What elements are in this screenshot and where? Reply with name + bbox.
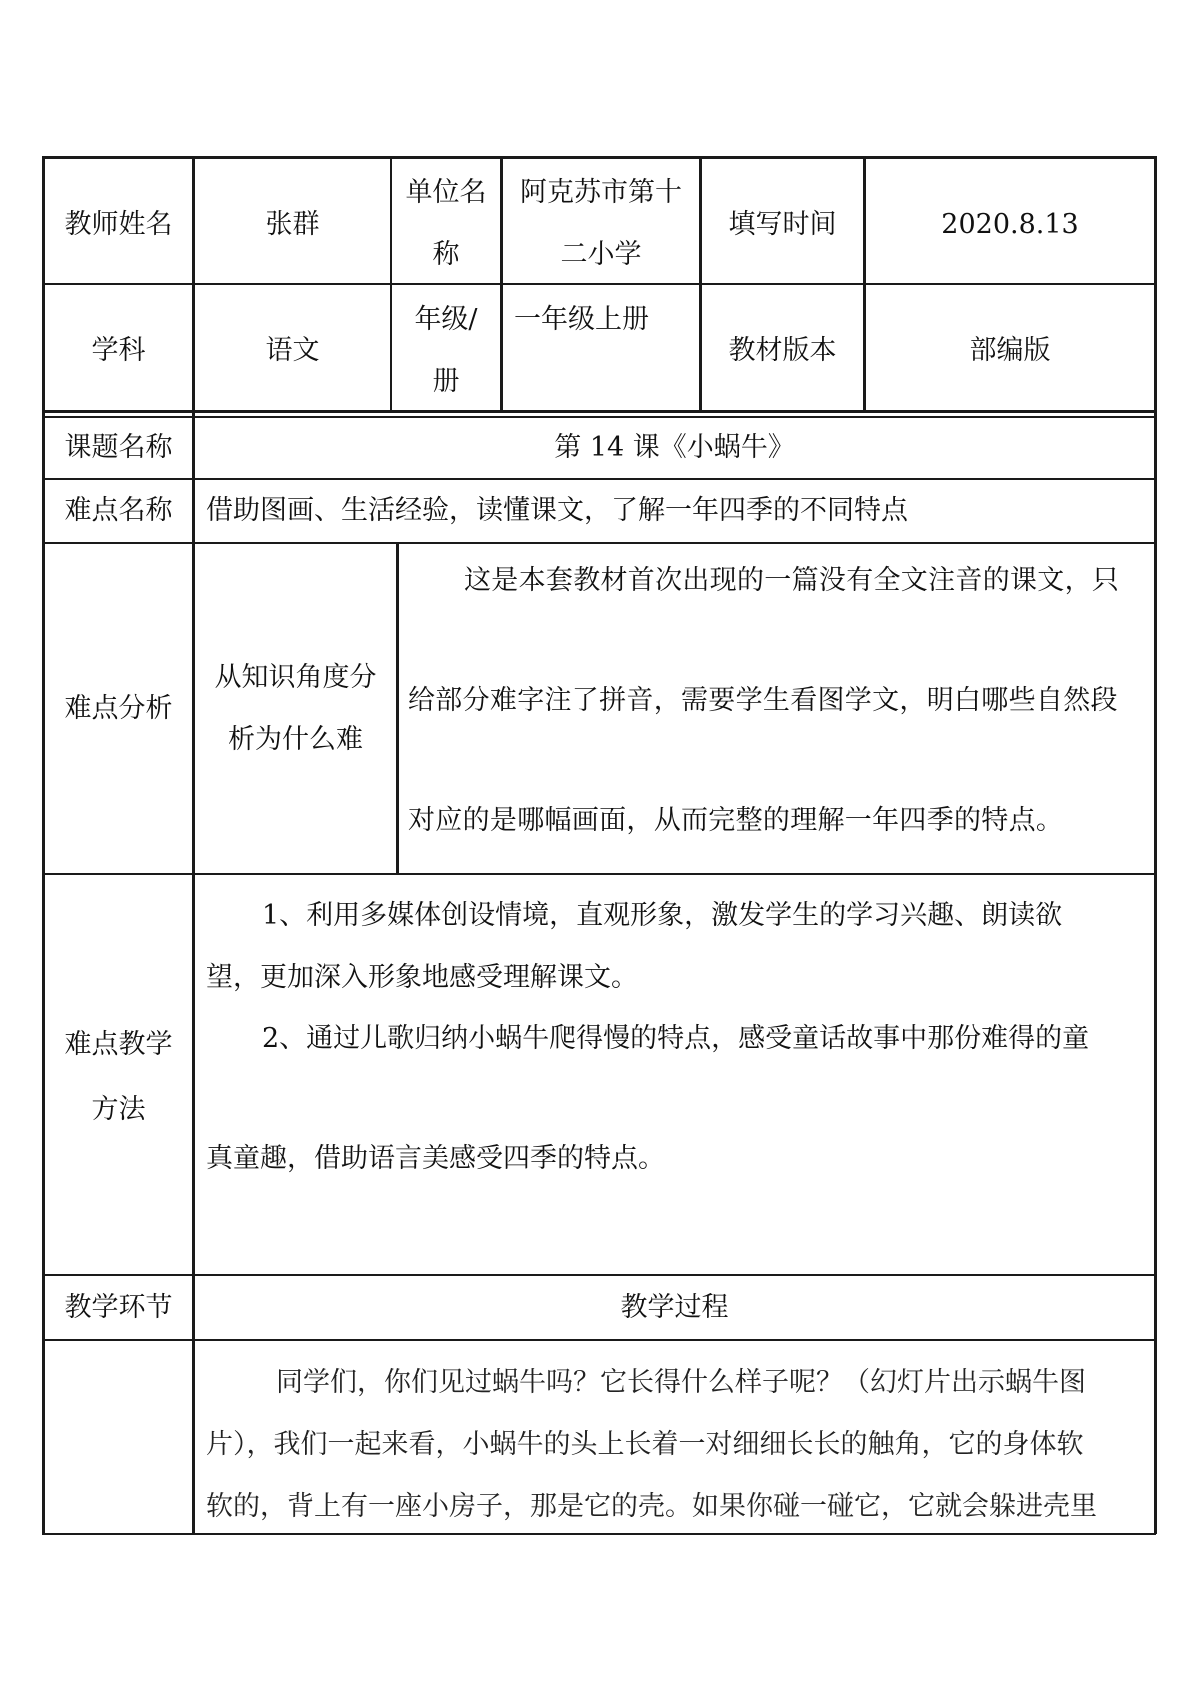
analysis-label: 难点分析 <box>64 693 173 724</box>
table-border-bottom <box>42 1533 1156 1535</box>
difficulty-label: 难点名称 <box>64 495 173 526</box>
unit-name-label: 单位名 <box>405 177 487 208</box>
unit-name-value: 二小学 <box>560 239 642 270</box>
row-divider <box>42 542 1156 544</box>
method-label: 方法 <box>91 1094 146 1125</box>
analysis-line: 给部分难字注了拼音，需要学生看图学文，明白哪些自然段 <box>408 685 1118 716</box>
column-divider <box>863 156 866 412</box>
column-divider <box>396 543 399 874</box>
method-label: 难点教学 <box>64 1029 173 1060</box>
analysis-sub-label: 从知识角度分 <box>214 662 377 693</box>
topic-label: 课题名称 <box>64 432 173 463</box>
subject-value: 语文 <box>265 335 320 366</box>
analysis-line: 这是本套教材首次出现的一篇没有全文注音的课文，只 <box>464 565 1120 596</box>
method-line: 望，更加深入形象地感受理解课文。 <box>206 962 638 993</box>
row-divider <box>42 416 1156 418</box>
row-divider <box>42 478 1156 480</box>
method-line: 1、利用多媒体创设情境，直观形象，激发学生的学习兴趣、朗读欲 <box>262 900 1063 931</box>
process-line: 软的，背上有一座小房子，那是它的壳。如果你碰一碰它，它就会躲进壳里 <box>206 1491 1097 1522</box>
process-section-label: 教学环节 <box>64 1292 173 1323</box>
column-divider <box>699 156 702 412</box>
edition-value: 部编版 <box>969 335 1051 366</box>
unit-name-value: 阿克苏市第十 <box>520 177 682 208</box>
grade-label: 册 <box>432 366 460 397</box>
row-divider <box>42 410 1156 413</box>
edition-label: 教材版本 <box>728 335 837 366</box>
process-line: 同学们，你们见过蜗牛吗？它长得什么样子呢？（幻灯片出示蜗牛图 <box>276 1367 1086 1398</box>
teacher-name-label: 教师姓名 <box>64 209 173 240</box>
fill-date-value: 2020.8.13 <box>941 209 1079 240</box>
subject-label: 学科 <box>91 335 146 366</box>
unit-name-label: 称 <box>432 239 460 270</box>
grade-label: 年级/ <box>414 304 478 335</box>
process-section-title: 教学过程 <box>620 1292 729 1323</box>
method-line: 真童趣，借助语言美感受四季的特点。 <box>206 1143 665 1174</box>
topic-value: 第 14 课《小蜗牛》 <box>554 432 795 463</box>
row-divider <box>42 873 1156 875</box>
row-divider <box>42 1339 1156 1341</box>
row-divider <box>42 283 1156 285</box>
table-border-top <box>42 156 1156 159</box>
method-line: 2、通过儿歌归纳小蜗牛爬得慢的特点，感受童话故事中那份难得的童 <box>262 1023 1090 1054</box>
analysis-sub-label: 析为什么难 <box>228 724 363 755</box>
difficulty-value: 借助图画、生活经验，读懂课文，了解一年四季的不同特点 <box>206 495 908 526</box>
table-border-right <box>1154 156 1157 1534</box>
teacher-name-value: 张群 <box>265 209 320 240</box>
fill-date-label: 填写时间 <box>728 209 837 240</box>
analysis-line: 对应的是哪幅画面，从而完整的理解一年四季的特点。 <box>408 805 1064 836</box>
row-divider <box>42 1274 1156 1276</box>
grade-value: 一年级上册 <box>514 304 649 335</box>
process-line: 片），我们一起来看，小蜗牛的头上长着一对细细长长的触角，它的身体软 <box>206 1429 1084 1460</box>
